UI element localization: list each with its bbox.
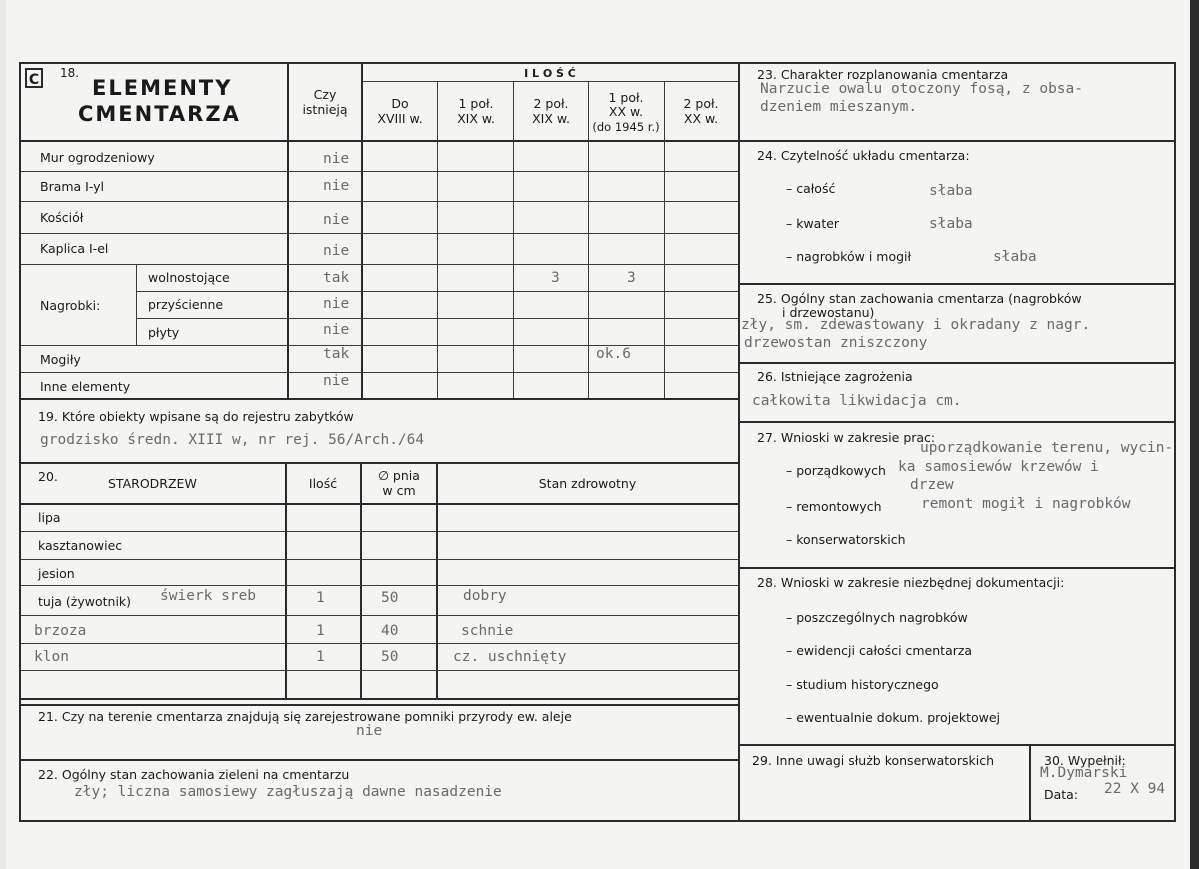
vline-trees-diam [436,462,438,698]
card-edge-right [1190,0,1199,869]
element-label: Kaplica I-el [40,241,109,256]
exists-value: nie [323,322,350,338]
trees-col-health: Stan zdrowotny [538,476,637,491]
vline-nagrobki [136,264,137,345]
exists-value: nie [323,178,350,194]
trees-title: STARODRZEW [108,476,197,491]
elements-title-line1: ELEMENTY [92,76,233,100]
q27-porz-value-1: uporządkowanie terenu, wycin- [920,440,1174,456]
vline-exists-col [361,64,363,398]
trees-col-diam-2: w cm [382,483,416,498]
q27-rem-value: remont mogił i nagrobków [921,496,1131,512]
period-1-l2: XVIII w. [377,111,423,126]
element-label: płyty [148,325,180,340]
vline-p2 [513,82,514,398]
row-line [21,264,738,265]
tree-name: jesion [38,566,75,581]
trees-table-bottom [21,698,738,700]
tree-qty: 1 [316,590,325,606]
tree-name: brzoza [34,623,87,639]
q24-item-label: – nagrobków i mogił [786,249,912,264]
tree-name: lipa [38,510,61,525]
row-line [136,318,738,319]
row-line [21,233,738,234]
q21-label: 21. Czy na terenie cmentarza znajdują się zarejestrowane pomniki przyrody ew. aleje [38,709,572,724]
q27-porz-label: – porządkowych [786,463,886,478]
element-label: Mur ogrodzeniowy [40,150,155,165]
period-2-l1: 1 poł. [458,96,494,111]
q25-value-2: drzewostan zniszczony [744,335,928,351]
q30-value: M.Dymarski [1040,765,1128,781]
vline-p1 [437,82,438,398]
exists-value: nie [323,373,350,389]
quantity-header: I L O Ś Ć [524,67,576,80]
row-line [21,201,738,202]
q21-bottom [21,759,738,761]
trees-col-diam-1: ∅ pnia [378,468,420,483]
period-2-l2: XIX w. [457,111,495,126]
tree-name: kasztanowiec [38,538,123,553]
tree-name: tuja (żywotnik) [38,594,132,609]
tree-qty: 1 [316,649,325,665]
period-5-l2: XX w. [683,111,719,126]
q28-item: – studium historycznego [786,677,939,692]
q24-item-value: słaba [929,183,973,199]
q22-label: 22. Ogólny stan zachowania zieleni na cmentarzu [38,767,350,782]
exists-header-1: Czy [313,87,337,102]
exists-value: nie [323,243,350,259]
vline-p3 [588,82,589,398]
tree-extra-name: świerk sreb [160,588,257,604]
vline-p4 [664,82,665,398]
vline-trees-qty [360,462,362,698]
q28-bottom [740,744,1174,746]
q28-item: – poszczególnych nagrobków [786,610,968,625]
period-5-l1: 2 poł. [683,96,719,111]
tree-row-line [21,643,738,644]
tree-name: klon [34,649,69,665]
tree-row-line [21,585,738,586]
qty-value-p3: 3 [551,270,560,286]
qty-value-p4: 3 [627,270,636,286]
q25-label-1: 25. Ogólny stan zachowania cmentarza (nagrobków [757,291,1082,306]
tree-diam: 50 [381,649,399,665]
q24-bottom [740,283,1174,285]
vline-trees-name [285,462,287,698]
elements-table-bottom [21,398,738,400]
element-label: Mogiły [40,352,81,367]
q25-bottom [740,362,1174,364]
period-3-l2: XIX w. [532,111,570,126]
elements-header-bottom [21,140,738,142]
q28-label: 28. Wnioski w zakresie niezbędnej dokumentacji: [757,575,1065,590]
exists-value: tak [323,270,350,286]
tree-row-line [21,559,738,560]
vline-label-col [287,64,289,398]
q23-label: 23. Charakter rozplanowania cmentarza [757,67,1009,82]
exists-value: tak [323,346,350,362]
period-1-l1: Do [391,96,409,111]
q26-label: 26. Istniejące zagrożenia [757,369,913,384]
q30-date-label: Data: [1044,787,1079,802]
tree-row-line [21,615,738,616]
corner-letter-box: C [25,68,43,88]
q25-value-1: zły, sm. zdewastowany i okradany z nagr. [741,317,1091,333]
q25-label-2: i drzewostanu) [782,305,875,320]
q21-top [21,704,738,706]
q24-item-value: słaba [993,249,1037,265]
q24-item-label: – kwater [786,216,840,231]
q27-label: 27. Wnioski w zakresie prac: [757,430,936,445]
trees-header-bottom [21,503,738,505]
element-label: Brama I-yl [40,179,105,194]
q28-item: – ewentualnie dokum. projektowej [786,710,1001,725]
q27-porz-value-2: ka samosiewów krzewów i [898,459,1099,475]
section-18-number: 18. [60,66,80,80]
tree-health: dobry [463,588,507,604]
exists-header-2: istnieją [302,102,348,117]
section-20-number: 20. [38,469,58,484]
q23-value-1: Narzucie owalu otoczony fosą, z obsa- [760,81,1084,97]
period-4-l1: 1 poł. [608,90,644,105]
exists-value: nie [323,296,350,312]
tree-row-line [21,531,738,532]
tree-row-line [21,670,738,671]
elements-title-line2: CMENTARZA [78,102,241,126]
q24-item-label: – całość [786,181,836,196]
q29-label: 29. Inne uwagi służb konserwatorskich [752,753,994,768]
q27-porz-value-3: drzew [910,477,954,493]
tree-health: cz. uschnięty [453,649,567,665]
q27-bottom [740,567,1174,569]
element-label: przyścienne [148,297,224,312]
q21-value: nie [356,723,383,739]
q23-value-2: dzeniem mieszanym. [760,99,918,115]
q26-bottom [740,421,1174,423]
q30-label: 30. Wypełnił: [1044,753,1126,768]
tree-qty: 1 [316,623,325,639]
period-4-l3: (do 1945 r.) [592,120,660,134]
period-4-l2: XX w. [608,104,644,119]
q28-item: – ewidencji całości cmentarza [786,643,973,658]
q24-label: 24. Czytelność układu cmentarza: [757,148,970,163]
element-label: Inne elementy [40,379,131,394]
q19-value: grodzisko średn. XIII w, nr rej. 56/Arch./64 [40,432,425,448]
q19-bottom [21,462,738,464]
q23-bottom [740,140,1174,142]
q22-value: zły; liczna samosiewy zagłuszają dawne nasadzenie [74,784,502,800]
row-line [21,372,738,373]
row-line [21,171,738,172]
card-edge-left [0,0,6,869]
q19-label: 19. Które obiekty wpisane są do rejestru zabytków [38,409,354,424]
element-label: Kościół [40,210,84,225]
element-label: wolnostojące [148,270,230,285]
qty-value-p4: ok.6 [596,346,631,362]
vline-q29-q30 [1029,744,1031,822]
trees-col-qty: Ilość [308,476,338,491]
q27-rem-label: – remontowych [786,499,882,514]
q26-value: całkowita likwidacja cm. [752,393,962,409]
tree-diam: 50 [381,590,399,606]
q30-date-value: 22 X 94 [1104,781,1166,797]
nagrobki-label: Nagrobki: [40,298,101,313]
tree-diam: 40 [381,623,399,639]
exists-value: nie [323,212,350,228]
row-line [136,291,738,292]
q24-item-value: słaba [929,216,973,232]
period-3-l1: 2 poł. [533,96,569,111]
exists-value: nie [323,151,350,167]
tree-health: schnie [461,623,514,639]
qty-header-underline [362,81,738,82]
q27-kons-label: – konserwatorskich [786,532,906,547]
